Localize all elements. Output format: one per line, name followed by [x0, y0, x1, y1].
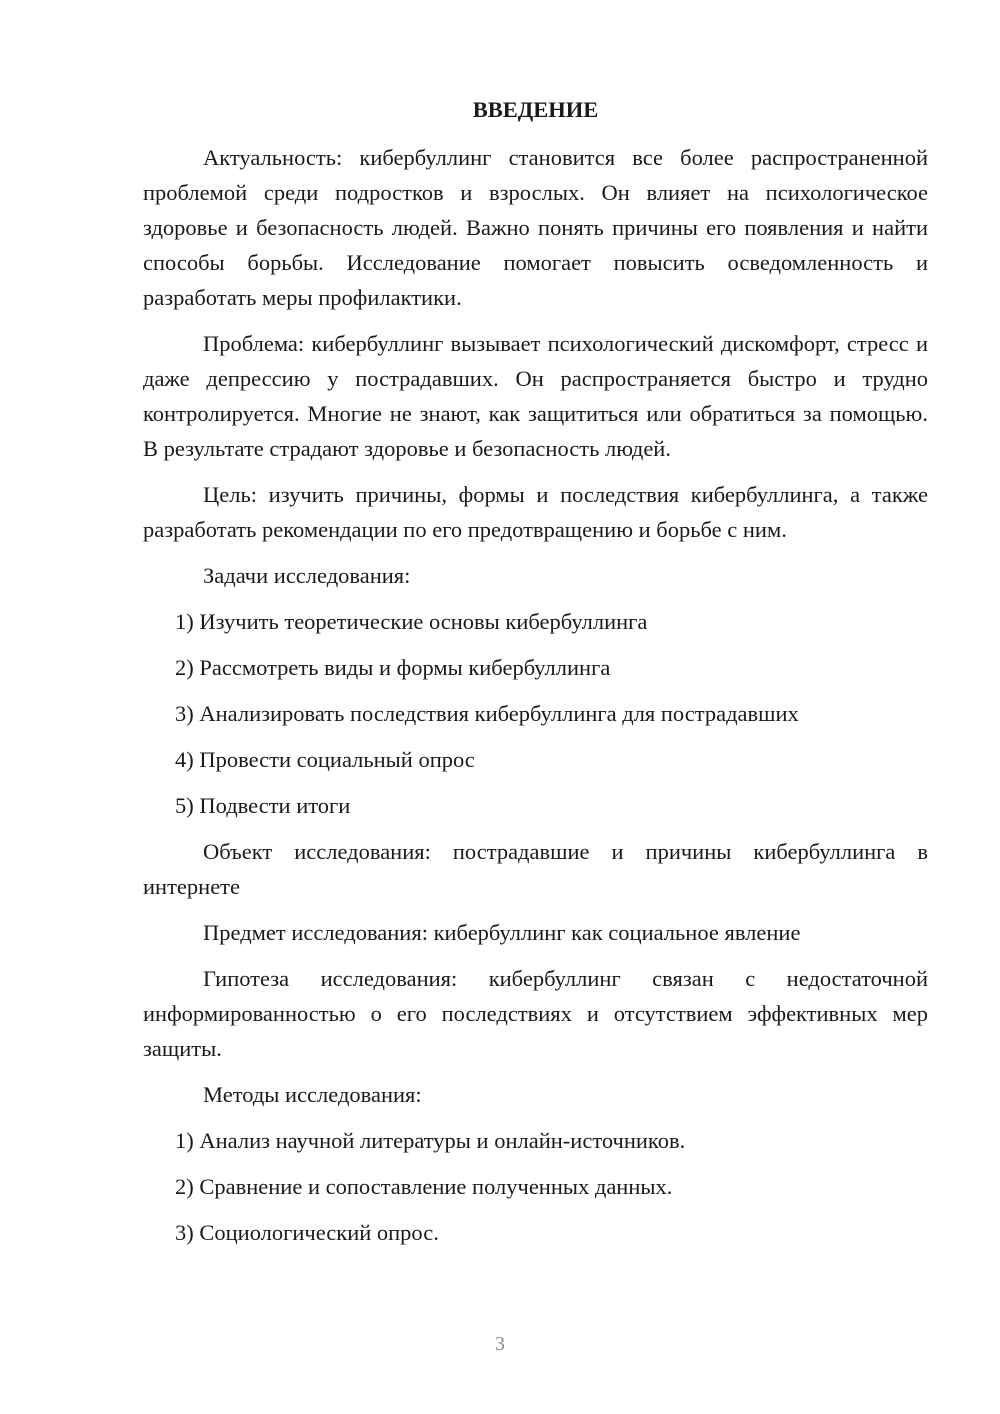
list-item: 1) Изучить теоретические основы кибербуллинга: [175, 609, 648, 634]
problem-paragraph: Проблема: кибербуллинг вызывает психологический дискомфорт, стресс и даже депрессию у пострадавших. Он распространяется быстро и трудно контролируется. Многие не знают, как защититься или обратиться за помощью. В результате страдают здоровье и безопасность людей.: [143, 331, 928, 461]
subject-paragraph: Предмет исследования: кибербуллинг как социальное явление: [203, 920, 801, 945]
methods-label: Методы исследования:: [203, 1082, 422, 1107]
relevance-paragraph: Актуальность: кибербуллинг становится все более распространенной проблемой среди подростков и взрослых. Он влияет на психологическое здоровье и безопасность людей. Важно понять причины его появления и найти способы борьбы. Исследование помогает повысить осведомленность и разработать меры профилактики.: [143, 145, 928, 310]
section-heading: ВВЕДЕНИЕ: [472, 97, 599, 122]
list-item: 2) Рассмотреть виды и формы кибербуллинга: [175, 655, 611, 680]
list-item: 4) Провести социальный опрос: [175, 747, 475, 772]
page-number: 3: [495, 1333, 505, 1355]
goal-paragraph: Цель: изучить причины, формы и последствия кибербуллинга, а также разработать рекомендации по его предотвращению и борьбе с ним.: [143, 482, 928, 542]
methods-list: [143, 1123, 928, 1250]
list-item: 3) Анализировать последствия кибербуллинга для пострадавших: [175, 701, 799, 726]
list-item: 2) Сравнение и сопоставление полученных данных.: [175, 1174, 673, 1199]
document-page: [143, 92, 928, 1261]
list-item: 1) Анализ научной литературы и онлайн-источников.: [175, 1128, 686, 1153]
object-paragraph: Объект исследования: пострадавшие и причины кибербуллинга в интернете: [143, 839, 928, 899]
tasks-list: [143, 604, 928, 823]
list-item: 3) Социологический опрос.: [175, 1220, 439, 1245]
tasks-label: Задачи исследования:: [203, 563, 411, 588]
list-item: 5) Подвести итоги: [175, 793, 351, 818]
hypothesis-paragraph: Гипотеза исследования: кибербуллинг связан с недостаточной информированностью о его последствиях и отсутствием эффективных мер защиты.: [143, 966, 928, 1061]
